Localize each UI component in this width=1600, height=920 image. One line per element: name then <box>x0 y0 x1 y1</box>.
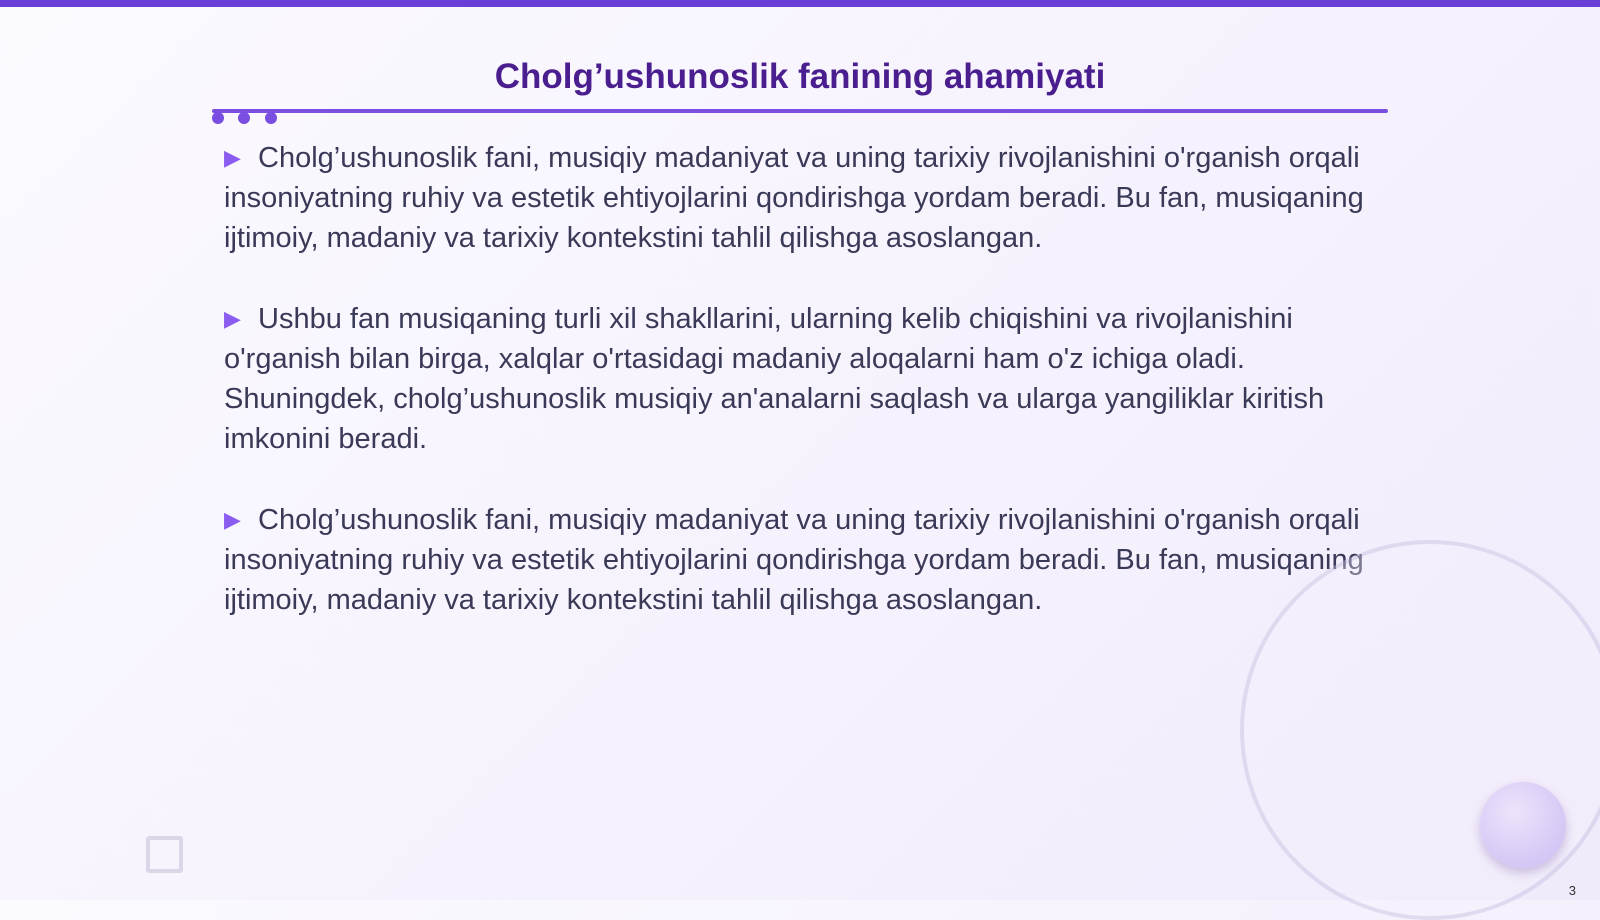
top-accent-bar <box>0 0 1600 7</box>
decorative-square <box>146 836 183 873</box>
bullet-text: Cholg’ushunoslik fani, musiqiy madaniyat va uning tarixiy rivojlanishini o'rganish orqali insoniyatning ruhiy va estetik ehtiyojlarini qondirishga yordam beradi. Bu fan, musiqaning ijtimoiy, madaniy va tarixiy kontekstini tahlil qilishga asoslangan. <box>224 504 1364 616</box>
slide-title: Cholg’ushunoslik fanining ahamiyati <box>494 57 1106 96</box>
page-number: 3 <box>1568 883 1576 898</box>
decorative-ball <box>1480 782 1566 868</box>
decorative-ring <box>1240 540 1600 920</box>
bullet-paragraph <box>224 138 1374 258</box>
bullet-paragraph <box>224 500 1374 620</box>
underline-dot <box>238 112 250 124</box>
bullet-list <box>224 138 1374 661</box>
bullet-text: Ushbu fan musiqaning turli xil shakllarini, ularning kelib chiqishini va rivojlanishini o'rganish bilan birga, xalqlar o'rtasidagi madaniy aloqalarni ham o'z ichiga oladi. Shuningdek, cholg’ushunoslik musiqiy an'analarni saqlash va ularga yangiliklar kiritish imkonini beradi. <box>224 303 1325 455</box>
title-underline <box>212 109 1388 113</box>
underline-dot <box>212 112 224 124</box>
triangle-right-icon: ▶ <box>224 507 241 532</box>
triangle-right-icon: ▶ <box>224 145 241 170</box>
underline-dot <box>265 112 277 124</box>
bullet-paragraph <box>224 299 1374 459</box>
triangle-right-icon: ▶ <box>224 306 241 331</box>
bullet-text: Cholg’ushunoslik fani, musiqiy madaniyat va uning tarixiy rivojlanishini o'rganish orqali insoniyatning ruhiy va estetik ehtiyojlarini qondirishga yordam beradi. Bu fan, musiqaning ijtimoiy, madaniy va tarixiy kontekstini tahlil qilishga asoslangan. <box>224 142 1364 254</box>
